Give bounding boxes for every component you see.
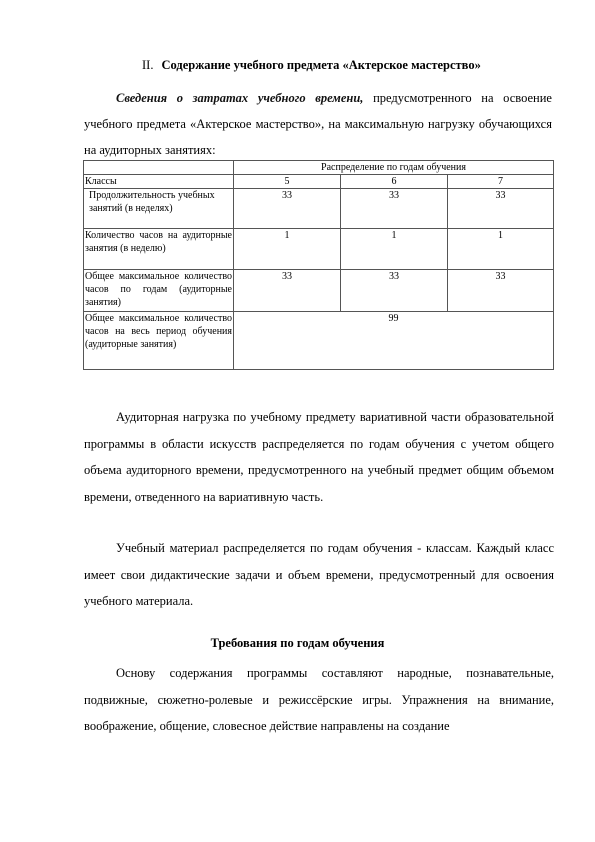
- intro-lead: Сведения о затратах учебного времени,: [116, 91, 364, 105]
- intro-paragraph: [84, 85, 552, 163]
- class-header: 6: [341, 175, 448, 189]
- total-label: Общее максимальное количество часов на весь период обучения (аудиторные занятия): [84, 312, 234, 370]
- paragraph-distribution: Учебный материал распределяется по годам обучения - классам. Каждый класс имеет свои дидактические задачи и объем времени, предусмотренный для освоения учебного материала.: [84, 541, 554, 608]
- paragraph-workload: Аудиторная нагрузка по учебному предмету вариативной части образовательной программы в области искусств распределяется по годам обучения с учетом общего объема аудиторного времени, предусмотренного на учебный предмет общим объемом времени, отведенного на вариативную часть.: [84, 410, 554, 504]
- table-cell: 33: [448, 270, 554, 312]
- section-title: [142, 58, 542, 73]
- hours-table: [83, 160, 554, 370]
- intro-rest: предусмотренного на освоение учебного предмета «Актерское мастерство», на максимальную нагрузку обучающихся на аудиторных занятиях:: [84, 91, 552, 157]
- class-header: 7: [448, 175, 554, 189]
- classes-label: Классы: [84, 175, 234, 189]
- table-cell: 1: [341, 229, 448, 270]
- table-cell: 33: [341, 189, 448, 229]
- table-total-row: [84, 312, 554, 370]
- class-header: 5: [234, 175, 341, 189]
- table-header-row: [84, 161, 554, 175]
- row-label: Общее максимальное количество часов по годам (аудиторные занятия): [84, 270, 234, 312]
- requirements-paragraph: Основу содержания программы составляют народные, познавательные, подвижные, сюжетно-ролевые и режиссёрские игры. Упражнения на внимание, воображение, общение, словесное действие направлены на создание: [84, 666, 554, 733]
- row-label: Количество часов на аудиторные занятия (в неделю): [84, 229, 234, 270]
- table-cell: 33: [234, 270, 341, 312]
- table-row: [84, 270, 554, 312]
- table-corner-cell: [84, 161, 234, 175]
- total-value: 99: [234, 312, 554, 370]
- section-number: II.: [142, 58, 154, 72]
- section-title-text: Содержание учебного предмета «Актерское мастерство»: [161, 58, 481, 72]
- table-cell: 1: [448, 229, 554, 270]
- requirements-heading: Требования по годам обучения: [210, 636, 385, 650]
- table-cell: 33: [448, 189, 554, 229]
- table-classes-row: [84, 175, 554, 189]
- table-row: [84, 189, 554, 229]
- row-label: Продолжительность учебных занятий (в неделях): [84, 189, 234, 229]
- table-group-header: Распределение по годам обучения: [234, 161, 554, 175]
- table-cell: 33: [234, 189, 341, 229]
- table-cell: 1: [234, 229, 341, 270]
- table-cell: 33: [341, 270, 448, 312]
- table-row: [84, 229, 554, 270]
